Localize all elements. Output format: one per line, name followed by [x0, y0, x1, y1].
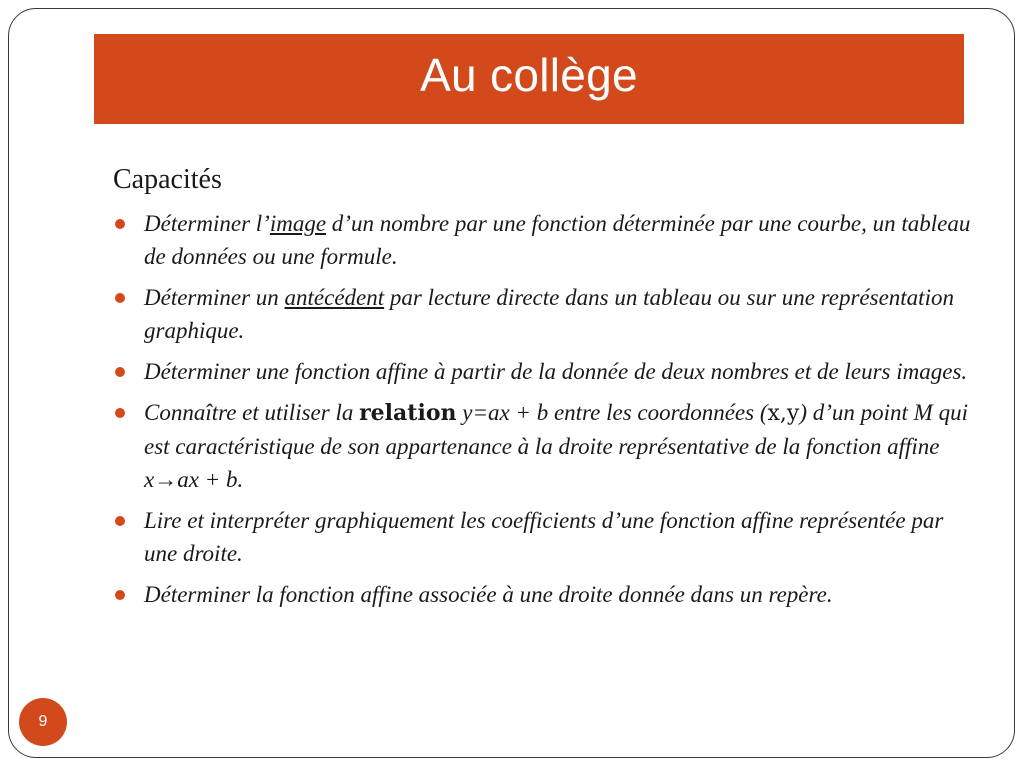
bullet-dot-icon	[115, 367, 125, 377]
bullet-dot-icon	[115, 408, 125, 418]
term-antecedent: antécédent	[284, 285, 385, 310]
bullet-text: Déterminer l’	[144, 211, 270, 236]
bullet-dot-icon	[115, 293, 125, 303]
term-relation: relation	[359, 400, 457, 426]
bullet-dot-icon	[115, 590, 125, 600]
bullet-item-affine-from-images	[113, 355, 973, 388]
slide-content	[113, 162, 973, 619]
bullet-text: Lire et interpréter graphiquement les coefficients d’une fonction affine représentée par une droite.	[144, 508, 944, 566]
bullet-text: y=ax + b entre les coordonnées (	[456, 400, 768, 425]
bullet-item-line-in-frame	[113, 578, 973, 611]
bullet-item-relation	[113, 396, 973, 496]
page-number: 9	[38, 713, 48, 730]
bullet-dot-icon	[115, 219, 125, 229]
slide-title: Au collège	[420, 49, 638, 101]
bullet-text: Déterminer un	[144, 285, 285, 310]
bullet-text: par lecture directe dans un tableau ou sur une représentation graphique.	[144, 285, 954, 343]
title-bar	[94, 34, 964, 124]
bullet-item-coefficients	[113, 504, 973, 570]
bullet-text: d’un nombre par une fonction déterminée par une courbe, un tableau de données ou une formule.	[144, 211, 971, 269]
bullet-list	[113, 207, 973, 611]
page-number-badge	[19, 698, 67, 746]
bullet-text: Déterminer une fonction affine à partir de la donnée de deux nombres et de leurs images.	[144, 359, 968, 384]
bullet-dot-icon	[115, 516, 125, 526]
section-heading: Capacités	[113, 164, 222, 195]
term-coordinates: x,y	[767, 401, 800, 426]
bullet-text: ) d’un point M qui est caractéristique de son appartenance à la droite représentative de la fonction affine x→ax + b.	[144, 400, 968, 492]
bullet-text: Connaître et utiliser la	[144, 400, 360, 425]
bullet-text: Déterminer la fonction affine associée à une droite donnée dans un repère.	[144, 582, 833, 607]
term-image: image	[269, 211, 327, 236]
bullet-item-image	[113, 207, 973, 273]
bullet-item-antecedent	[113, 281, 973, 347]
